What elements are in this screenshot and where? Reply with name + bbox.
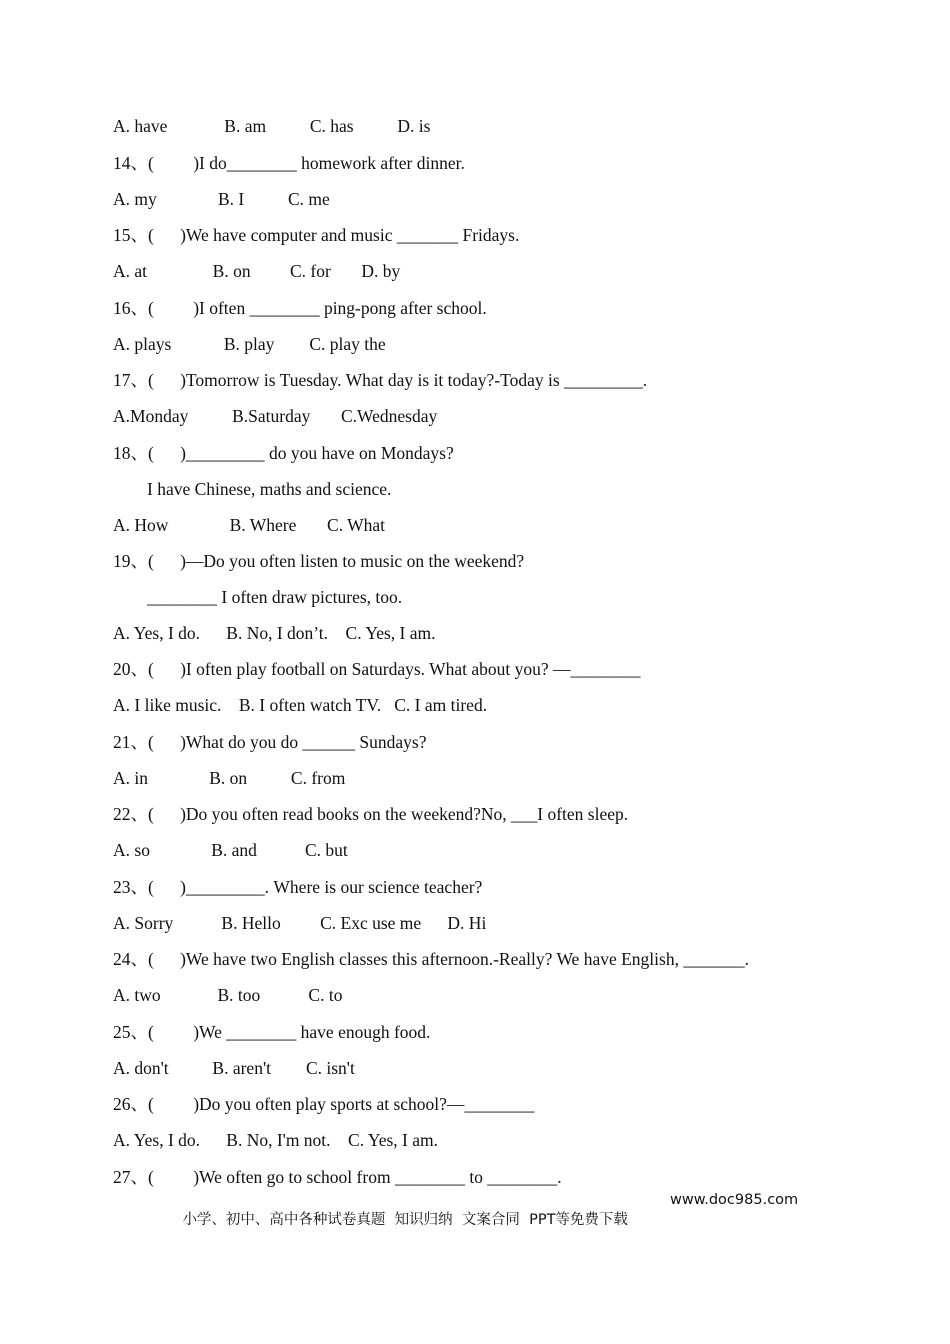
footer-text: 小学、初中、高中各种试卷真题 知识归纳 文案合同 PPT等免费下载 — [182, 1212, 628, 1228]
footer-url[interactable]: www.doc985.com — [670, 1192, 799, 1208]
question-26: 26、( )Do you often play sports at school?—________ — [113, 1094, 535, 1114]
question-16: 16、( )I often ________ ping-pong after school. — [113, 298, 487, 318]
text-line: A. my B. I C. me — [113, 189, 330, 209]
text-line: A.Monday B.Saturday C.Wednesday — [113, 406, 438, 426]
question-25: 25、( )We ________ have enough food. — [113, 1022, 431, 1042]
text-line: A. two B. too C. to — [113, 985, 343, 1005]
question-19: 19、( )—Do you often listen to music on the weekend? — [113, 551, 525, 571]
text-line: ________ I often draw pictures, too. — [147, 587, 403, 607]
text-line: I have Chinese, maths and science. — [147, 479, 392, 499]
text-line: A. don't B. aren't C. isn't — [113, 1058, 355, 1078]
text-line: A. plays B. play C. play the — [113, 334, 386, 354]
text-line: A. at B. on C. for D. by — [113, 261, 401, 281]
question-20: 20、( )I often play football on Saturdays. What about you? —________ — [113, 659, 641, 679]
question-24: 24、( )We have two English classes this afternoon.-Really? We have English, _______. — [113, 949, 749, 969]
text-line: A. so B. and C. but — [113, 840, 348, 860]
question-21: 21、( )What do you do ______ Sundays? — [113, 732, 427, 752]
question-15: 15、( )We have computer and music _______ Fridays. — [113, 225, 520, 245]
question-17: 17、( )Tomorrow is Tuesday. What day is it today?-Today is _________. — [113, 370, 648, 390]
question-23: 23、( )_________. Where is our science teacher? — [113, 877, 483, 897]
text-line: A. Sorry B. Hello C. Exc use me D. Hi — [113, 913, 487, 933]
question-22: 22、( )Do you often read books on the weekend?No, ___I often sleep. — [113, 804, 629, 824]
text-line: A. in B. on C. from — [113, 768, 346, 788]
text-line: A. How B. Where C. What — [113, 515, 386, 535]
page-footer — [164, 1190, 799, 1270]
question-27: 27、( )We often go to school from ________ to ________. — [113, 1167, 562, 1187]
text-line: A. Yes, I do. B. No, I don’t. C. Yes, I am. — [113, 623, 436, 643]
question-18: 18、( )_________ do you have on Mondays? — [113, 443, 454, 463]
question-14: 14、( )I do________ homework after dinner. — [113, 153, 465, 173]
text-line: A. Yes, I do. B. No, I'm not. C. Yes, I am. — [113, 1130, 438, 1150]
text-line: A. have B. am C. has D. is — [113, 116, 431, 136]
text-line: A. I like music. B. I often watch TV. C. I am tired. — [113, 695, 488, 715]
